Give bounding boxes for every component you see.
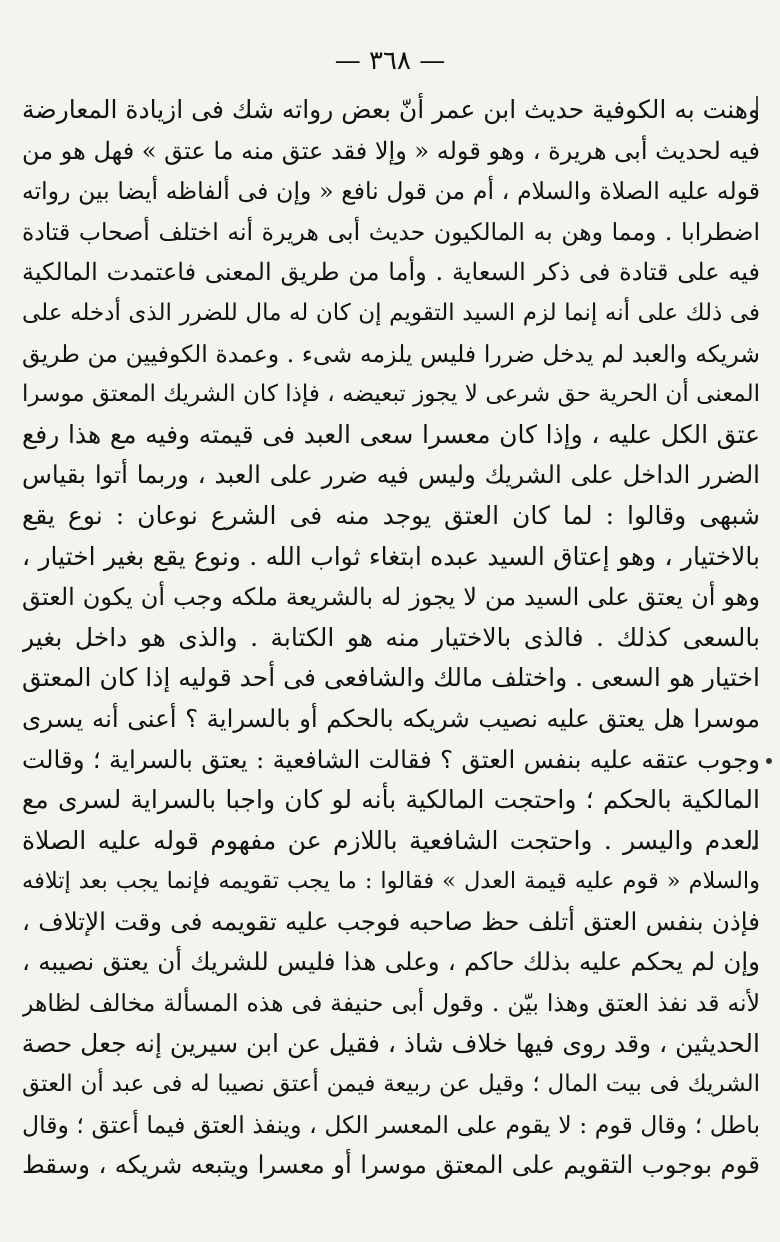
text-line: الشريك فى بيت المال ؛ وقيل عن ربيعة فيمن أعتق نصيبا له فى عبد أن العتق <box>22 1071 760 1098</box>
text-line: المعنى أن الحرية حق شرعى لا يجوز تبعيضه ، فإذا كان الشريك المعتق موسرا <box>22 381 760 408</box>
text-line: باطل ؛ وقال قوم : لا يقوم على المعسر الكل ، وينفذ العتق فيما أعتق ؛ وقال <box>22 1110 760 1139</box>
text-line: شبهى وقالوا : لما كان العتق يوجد منه فى الشرع نوعان : نوع يقع <box>22 500 760 530</box>
text-line: العدم واليسر . واحتجت الشافعية باللازم عن مفهوم قوله عليه الصلاة <box>22 825 760 855</box>
text-line: وهنت به الكوفية حديث ابن عمر أنّ بعض رواته شك فى ازيادة المعارضة <box>22 95 760 124</box>
text-line: فيه على قتادة فى ذكر السعاية . وأما من طريق المعنى فاعتمدت المالكية <box>22 258 760 287</box>
text-line: بالسعى كذلك . فالذى بالاختيار منه هو الكتابة . والذى هو داخل بغير <box>22 622 760 652</box>
text-line: قوم بوجوب التقويم على المعتق موسرا أو معسرا ويتبعه شريكه ، وسقط <box>22 1150 760 1180</box>
text-line: شريكه والعبد لم يدخل ضررا فليس يلزمه شىء . وعمدة الكوفيين من طريق <box>22 339 760 368</box>
text-line: موسرا هل يعتق عليه نصيب شريكه بالحكم أو بالسراية ؟ أعنى أنه يسرى <box>22 703 760 733</box>
margin-dot <box>766 758 772 764</box>
text-line: قوله عليه الصلاة والسلام ، أم من قول نافع « وإن فى ألفاظه أيضا بين رواته <box>22 177 760 206</box>
text-line: وإن لم يحكم عليه بذلك حاكم ، وعلى هذا فليس للشريك أن يعتق نصيبه ، <box>22 947 760 977</box>
page-number: — ٣٦٨ — <box>334 46 446 76</box>
text-line: وجوب عتقه عليه بنفس العتق ؟ فقالت الشافعية : يعتق بالسراية ؛ وقالت <box>22 744 760 774</box>
text-line: بالاختيار ، وهو إعتاق السيد عبده ابتغاء ثواب الله . ونوع يقع بغير اختيار ، <box>22 541 760 571</box>
text-line: الحديثين ، وقد روى فيها خلاف شاذ ، فقيل عن ابن سيرين إنه جعل حصة <box>22 1028 760 1058</box>
text-line: والسلام « قوم عليه قيمة العدل » فقالوا : ما يجب تقويمه فإنما يجب بعد إتلافه <box>22 868 760 895</box>
text-line: عتق الكل عليه ، وإذا كان معسرا سعى العبد فى قيمته وفيه مع هذا رفع <box>22 419 760 449</box>
text-line: فى ذلك على أنه إنما لزم السيد التقويم إن كان له مال للضرر الذى أدخله على <box>22 299 760 326</box>
text-line: الضرر الداخل على الشريك وليس فيه ضرر على العبد ، وربما أتوا بقياس <box>22 460 760 490</box>
text-line: اختيار هو السعى . واختلف مالك والشافعى فى أحد قوليه إذا كان المعتق <box>22 663 760 693</box>
text-line: المالكية بالحكم ؛ واحتجت المالكية بأنه لو كان واجبا بالسراية لسرى مع <box>22 785 760 815</box>
text-line: فإذن بنفس العتق أتلف حظ صاحبه فوجب عليه تقويمه فى وقت الإتلاف ، <box>22 906 760 936</box>
text-line: وهو أن يعتق على السيد من لا يجوز له بالشريعة ملكه وجب أن يكون العتق <box>22 583 760 612</box>
text-line: اضطرابا . ومما وهن به المالكيون حديث أبى هريرة أنه اختلف أصحاب قتادة <box>22 217 760 246</box>
text-line: لأنه قد نفذ العتق وهذا بيّن . وقول أبى حنيفة فى هذه المسألة مخالف لظاهر <box>22 989 760 1018</box>
body-text <box>22 90 760 1186</box>
text-line: فيه لحديث أبى هريرة ، وهو قوله « وإلا فقد عتق منه ما عتق » فهل هو من <box>22 136 760 165</box>
